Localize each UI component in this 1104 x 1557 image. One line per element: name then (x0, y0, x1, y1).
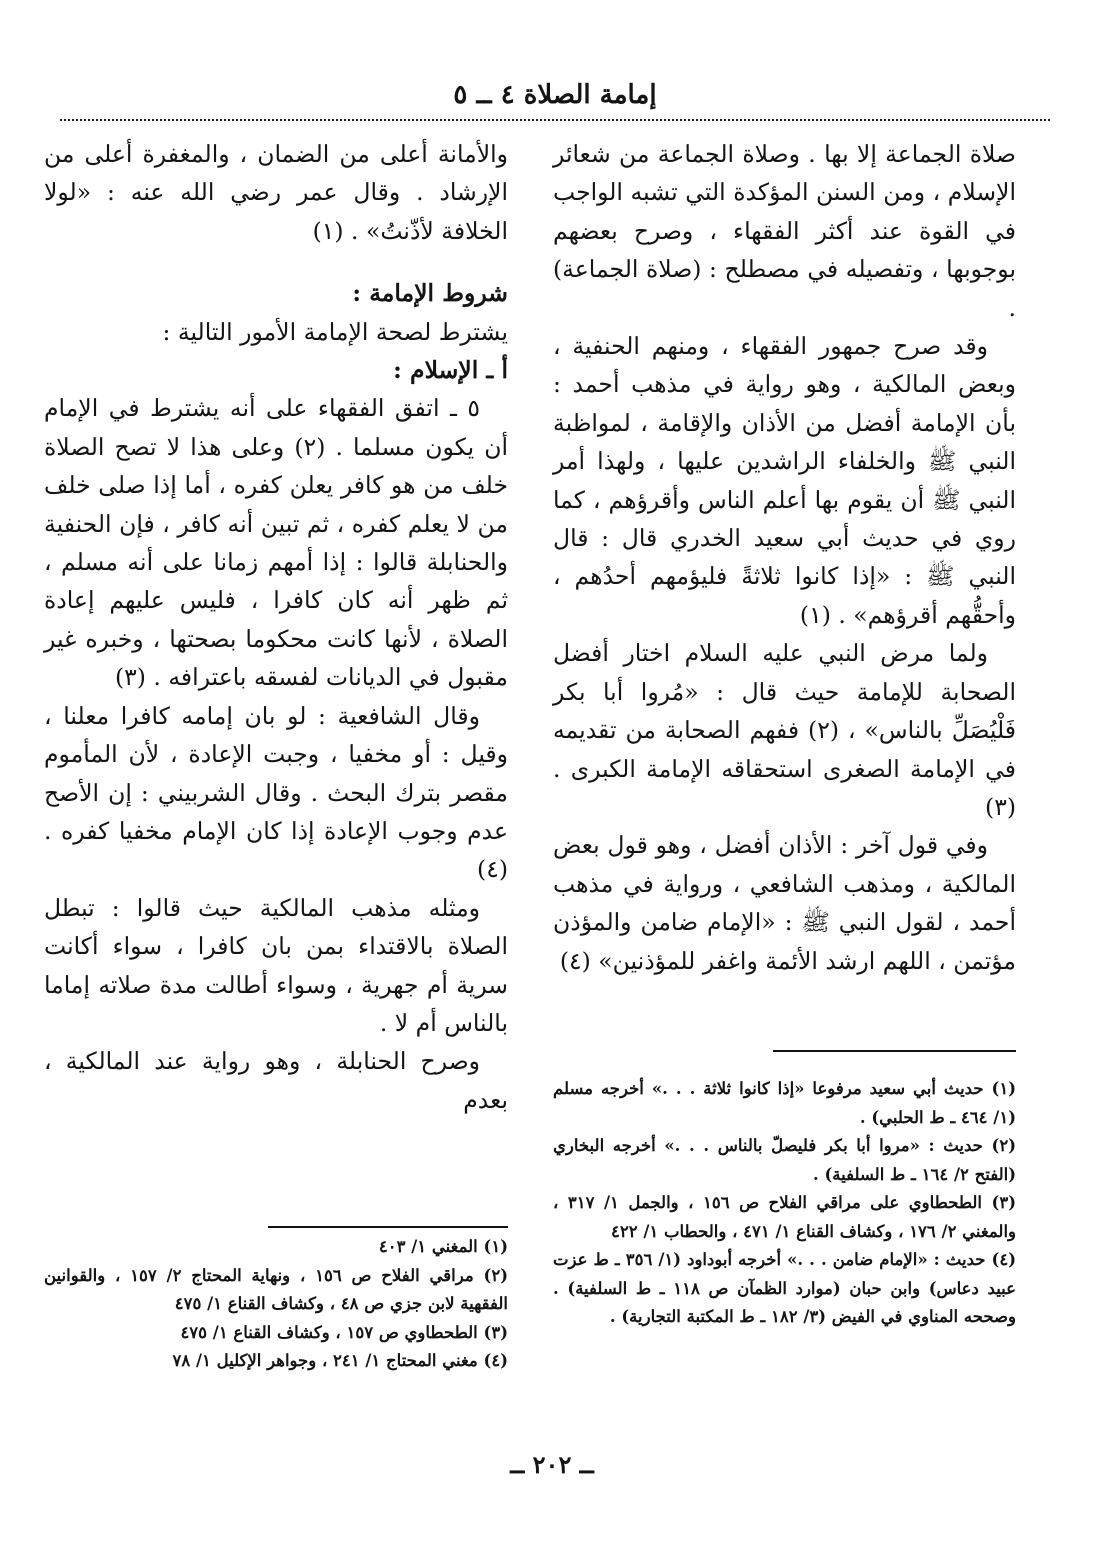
footnote: (٤) حديث : «الإمام ضامن . . .» أخرجه أبوداود (١/ ٣٥٦ ـ ط عزت عبيد دعاس) وابن حبان (موارد الظمآن ص ١١٨ ـ ط السلفية) . وصححه المناوي في الفيض (٣/ ١٨٢ ـ ط المكتبة التجارية) . (553, 1250, 1016, 1326)
paragraph: وقد صرح جمهور الفقهاء ، ومنهم الحنفية ، وبعض المالكية ، وهو رواية في مذهب أحمد : بأن الإمامة أفضل من الأذان والإقامة ، لمواظبة النبي ﷺ والخلفاء الراشدين عليها ، ولهذا أمر النبي ﷺ أن يقوم بها أعلم الناس وأقرؤهم ، كما روي في حديث أبي سعيد الخدري قال : قال النبي ﷺ : «إذا كانوا ثلاثةً فليؤمهم أحدُهم ، وأحقُّهم أقرؤهم» . (١) (553, 332, 1016, 629)
paragraph: ٥ ـ اتفق الفقهاء على أنه يشترط في الإمام أن يكون مسلما . (٢) وعلى هذا لا تصح الصلاة خلف من هو كافر يعلن كفره ، أما إذا صلى خلف من لا يعلم كفره ، ثم تبين أنه كافر ، فإن الحنفية والحنابلة قالوا : إذا أمهم زمانا على أنه مسلم ، ثم ظهر أنه كان كافرا ، فليس عليهم إعادة الصلاة ، لأنها كانت محكوما بصحتها ، وخبره غير مقبول في الديانات لفسقه باعترافه . (٣) (44, 394, 509, 692)
paragraph: وقال الشافعية : لو بان إمامه كافرا معلنا ، وقيل : أو مخفيا ، وجبت الإعادة ، لأن المأموم مقصر بترك البحث . وقال الشربيني : إن الأصح عدم وجوب الإعادة إذا كان الإمام مخفيا كفره . (٤) (44, 701, 508, 884)
paragraph: يشترط لصحة الإمامة الأمور التالية : (162, 317, 508, 346)
page-title: إمامة الصلاة ٤ ــ ٥ (453, 80, 657, 110)
footnote: (١) المغني ١/ ٤٠٣ (378, 1237, 508, 1256)
section-gap (44, 250, 508, 274)
paragraph: وصرح الحنابلة ، وهو رواية عند المالكية ، بعدم (44, 1047, 508, 1114)
footnote: (٤) مغني المحتاج ١/ ٢٤١ ، وجواهر الإكليل ١/ ٧٨ (172, 1351, 508, 1370)
page-number: ــ ٢٠٢ ــ (510, 1450, 594, 1479)
footnote: (٢) حديث : «مروا أبا بكر فليصلّ بالناس . . .» أخرجه البخاري (الفتح ٢/ ١٦٤ ـ ط السلفية) . (553, 1136, 1016, 1184)
paragraph: ولما مرض النبي عليه السلام اختار أفضل الصحابة للإمامة حيث قال : «مُروا أبا بكر فَلْيُصَلِّ بالناس» ، (٢) ففهم الصحابة من تقديمه في الإمامة الصغرى استحقاقه الإمامة الكبرى . (٣) (553, 639, 1016, 821)
footnote: (١) حديث أبي سعيد مرفوعا «إذا كانوا ثلاثة . . .» أخرجه مسلم (١/ ٤٦٤ ـ ط الحلبي) . (553, 1079, 1016, 1127)
footnotes-left (44, 1233, 508, 1376)
paragraph: والأمانة أعلى من الضمان ، والمغفرة أعلى من الإرشاد . وقال عمر رضي الله عنه : «لولا الخلافة لأذّنتُ» . (١) (44, 140, 508, 245)
footnotes-right (553, 1075, 1016, 1332)
footnote-separator-left (268, 1226, 508, 1228)
footnote-separator-right (773, 1050, 1016, 1052)
section-heading: شروط الإمامة : (352, 279, 508, 308)
footnote: (٣) الطحطاوي ص ١٥٧ ، وكشاف القناع ١/ ٤٧٥ (180, 1322, 508, 1342)
paragraph: صلاة الجماعة إلا بها . وصلاة الجماعة من شعائر الإسلام ، ومن السنن المؤكدة التي تشبه الواجب في القوة عند أكثر الفقهاء ، وصرح بعضهم بوجوبها ، وتفصيله في مصطلح : (صلاة الجماعة) . (553, 140, 1016, 322)
footnote: (٢) مراقي الفلاح ص ١٥٦ ، ونهاية المحتاج ٢/ ١٥٧ ، والقوانين الفقهية لابن جزي ص ٤٨ ، وكشاف القناع ١/ ٤٧٥ (44, 1265, 508, 1313)
right-column (553, 135, 1016, 980)
footnote: (٣) الطحطاوي على مراقي الفلاح ص ١٥٦ ، والجمل ١/ ٣١٧ ، والمغني ٢/ ١٧٦ ، وكشاف القناع ١/ ٤٧١ ، والحطاب ١/ ٤٢٢ (553, 1193, 1016, 1241)
paragraph: ومثله مذهب المالكية حيث قالوا : تبطل الصلاة بالاقتداء بمن بان كافرا ، سواء أكانت سرية أم جهرية ، وسواء أطالت مدة صلاته إماما بالناس أم لا . (44, 893, 508, 1037)
page-header (60, 80, 1050, 110)
header-dotted-rule (60, 119, 1050, 121)
subsection-heading: أ ـ الإسلام : (393, 356, 508, 385)
left-column (44, 135, 508, 1119)
paragraph: وفي قول آخر : الأذان أفضل ، وهو قول بعض المالكية ، ومذهب الشافعي ، ورواية في مذهب أحمد ، لقول النبي ﷺ : «الإمام ضامن والمؤذن مؤتمن ، اللهم ارشد الأئمة واغفر للمؤذنين» (٤) (553, 831, 1016, 975)
